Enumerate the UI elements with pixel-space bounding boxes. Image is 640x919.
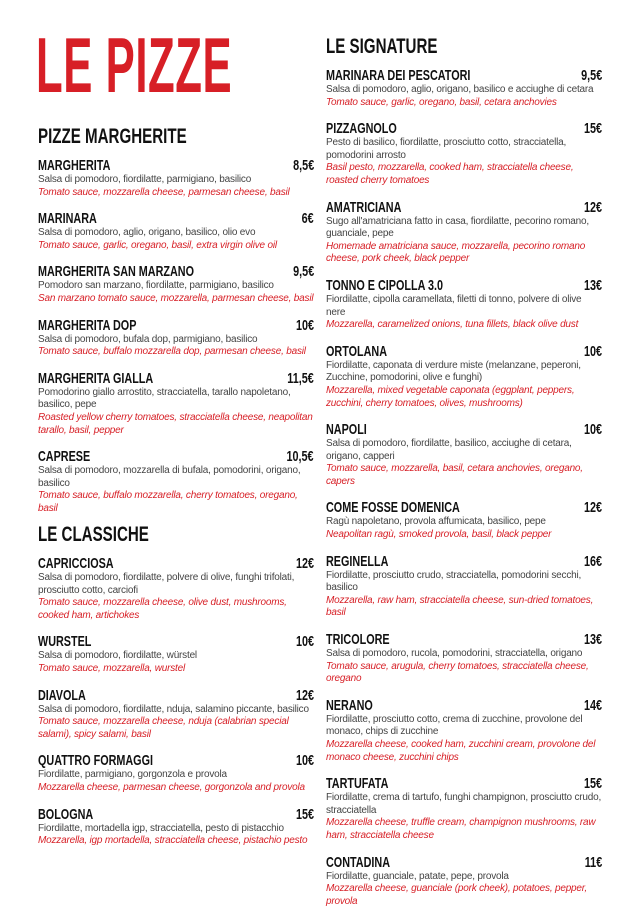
item-price: 10,5€ — [286, 448, 314, 466]
item-name: MARGHERITA SAN MARZANO — [38, 263, 194, 281]
item-description-english: Neapolitan ragù, smoked provola, basil, black pepper — [326, 529, 552, 541]
menu-item — [38, 633, 314, 675]
menu-item — [38, 448, 314, 515]
item-name: MARINARA — [38, 210, 97, 228]
item-name: BOLOGNA — [38, 805, 94, 823]
item-description-italian: Pomodorino giallo arrostito, stracciatella, tarallo napoletano, basilico, pepe — [38, 386, 291, 411]
menu-item — [326, 854, 602, 909]
menu-title: LE PIZZE — [36, 21, 233, 109]
item-name: MARGHERITA GIALLA — [38, 369, 154, 387]
item-description-english: Tomato sauce, arugula, cherry tomatoes, stracciatella cheese, oregano — [326, 660, 589, 685]
section-title: LE CLASSICHE — [38, 523, 149, 546]
item-description-italian: Salsa di pomodoro, rucola, pomodorini, stracciatella, origano — [326, 648, 583, 660]
item-description-english: San marzano tomato sauce, mozzarella, parmesan cheese, basil — [38, 292, 314, 304]
item-name: QUATTRO FORMAGGI — [38, 752, 153, 770]
menu-item — [38, 555, 314, 622]
item-description-italian: Salsa di pomodoro, fiordilatte, polvere di olive, funghi trifolati, prosciutto cotto, carciofi — [38, 572, 295, 596]
item-description-english: Mozzarella, caramelized onions, tuna fillets, black olive dust — [326, 319, 579, 331]
item-description-italian: Pomodoro san marzano, fiordilatte, parmigiano, basilico — [38, 280, 274, 292]
item-price: 12€ — [295, 686, 314, 704]
item-description-english: Tomato sauce, garlic, oregano, basil, cetara anchovies — [326, 96, 557, 108]
item-description-english: Tomato sauce, mozzarella cheese, olive dust, mushrooms, cooked ham, artichokes — [38, 597, 287, 621]
section-le-classiche — [38, 523, 314, 859]
menu-item — [326, 277, 602, 332]
item-name: CONTADINA — [326, 853, 391, 871]
item-price: 15€ — [583, 120, 602, 138]
menu-item — [38, 752, 314, 794]
item-name: AMATRICIANA — [326, 198, 402, 216]
item-description-english: Basil pesto, mozzarella, cooked ham, stracciatella cheese, roasted cherry tomatoes — [326, 162, 574, 186]
item-price: 13€ — [583, 631, 602, 649]
item-name: NERANO — [326, 696, 373, 714]
menu-item — [38, 370, 314, 437]
menu-item — [326, 775, 602, 842]
item-description-italian: Fiordilatte, caponata di verdure miste (melanzane, peperoni, Zucchine, pomodorini, olive e funghi) — [326, 359, 581, 384]
item-price: 10€ — [295, 752, 314, 770]
item-price: 10€ — [583, 342, 602, 360]
item-name: DIAVOLA — [38, 686, 86, 704]
item-price: 11€ — [584, 853, 602, 871]
menu-item — [326, 199, 602, 266]
item-description-italian: Fiordilatte, prosciutto crudo, stracciatella, pomodorini secchi, basilico — [326, 569, 582, 594]
menu-item — [326, 697, 602, 764]
item-price: 12€ — [583, 198, 602, 216]
item-description-english: Mozzarella, mixed vegetable caponata (eggplant, peppers, zucchini, cherry tomatoes, olives, mushrooms) — [326, 384, 575, 409]
item-price: 14€ — [583, 696, 602, 714]
menu-item — [326, 67, 602, 109]
item-description-english: Mozzarella cheese, parmesan cheese, gorgonzola and provola — [38, 781, 305, 793]
menu-item — [326, 343, 602, 410]
item-name: REGINELLA — [326, 552, 389, 570]
menu-item — [326, 631, 602, 686]
menu-item — [326, 499, 602, 541]
item-description-english: Mozzarella cheese, truffle cream, champignon mushrooms, raw ham, stracciatella cheese — [326, 817, 596, 841]
item-price: 8,5€ — [292, 157, 314, 174]
item-description-english: Mozzarella, igp mortadella, stracciatella cheese, pistachio pesto — [38, 835, 308, 847]
item-name: MARINARA DEI PESCATORI — [326, 67, 471, 84]
item-name: MARGHERITA DOP — [38, 316, 137, 334]
item-description-english: Homemade amatriciana sauce, mozzarella, pecorino romano cheese, pork cheek, black pepper — [326, 240, 586, 265]
item-description-italian: Salsa di pomodoro, fiordilatte, würstel — [38, 650, 197, 662]
item-price: 15€ — [583, 775, 602, 793]
menu-item — [38, 210, 314, 252]
menu-item — [326, 120, 602, 187]
item-description-english: Tomato sauce, mozzarella cheese, nduja (calabrian special salami), spicy salami, basil — [38, 716, 289, 740]
item-description-italian: Salsa di pomodoro, fiordilatte, parmigiano, basilico — [38, 174, 252, 185]
item-description-english: Roasted yellow cherry tomatoes, stracciatella cheese, neapolitan tarallo, basil, pepper — [38, 411, 313, 436]
menu-item — [326, 421, 602, 488]
item-description-italian: Salsa di pomodoro, fiordilatte, basilico, acciughe di cetara, origano, capperi — [326, 438, 572, 462]
item-description-italian: Pesto di basilico, fiordilatte, prosciutto cotto, stracciatella, pomodorini arrosto — [326, 137, 567, 161]
item-price: 12€ — [295, 555, 314, 572]
item-price: 9,5€ — [580, 67, 602, 84]
item-description-italian: Fiordilatte, parmigiano, gorgonzola e provola — [38, 769, 227, 781]
item-description-italian: Salsa di pomodoro, fiordilatte, nduja, salamino piccante, basilico — [38, 703, 309, 715]
item-description-italian: Fiordilatte, mortadella igp, stracciatella, pesto di pistacchio — [38, 822, 284, 834]
item-name: TRICOLORE — [326, 631, 390, 649]
item-description-italian: Fiordilatte, crema di tartufo, funghi champignon, prosciutto crudo, stracciatella — [326, 792, 602, 816]
item-name: NAPOLI — [326, 421, 367, 439]
item-name: PIZZAGNOLO — [326, 120, 397, 138]
menu-item — [38, 806, 314, 848]
menu-item — [38, 317, 314, 359]
menu-item — [38, 157, 314, 199]
item-name: MARGHERITA — [38, 157, 111, 174]
menu-item — [326, 553, 602, 620]
item-name: TONNO E CIPOLLA 3.0 — [326, 276, 444, 294]
item-description-italian: Salsa di pomodoro, aglio, origano, basilico e acciughe di cetara — [326, 84, 594, 95]
item-description-italian: Fiordilatte, prosciutto cotto, crema di zucchine, provolone del monaco, chips di zucchine — [326, 713, 583, 738]
item-description-italian: Sugo all'amatriciana fatto in casa, fiordilatte, pecorino romano, guanciale, pepe — [326, 215, 589, 240]
item-price: 13€ — [583, 276, 602, 294]
item-name: CAPRESE — [38, 448, 91, 466]
item-description-english: Tomato sauce, buffalo mozzarella dop, parmesan cheese, basil — [38, 346, 306, 358]
section-pizze-margherite — [38, 125, 314, 527]
item-price: 9,5€ — [292, 263, 314, 281]
item-description-english: Mozzarella, raw ham, stracciatella cheese, sun-dried tomatoes, basil — [326, 594, 594, 619]
item-description-english: Mozzarella cheese, cooked ham, zucchini cream, provolone del monaco cheese, zucchini chips — [326, 739, 596, 763]
item-price: 10€ — [583, 421, 602, 439]
item-name: CAPRICCIOSA — [38, 555, 114, 572]
item-description-italian: Fiordilatte, guanciale, patate, pepe, provola — [326, 870, 509, 882]
item-description-italian: Fiordilatte, cipolla caramellata, filetti di tonno, polvere di olive nere — [326, 293, 582, 318]
item-name: COME FOSSE DOMENICA — [326, 499, 460, 517]
item-price: 12€ — [583, 499, 602, 517]
item-price: 10€ — [295, 316, 314, 334]
section-le-signature — [326, 35, 602, 919]
item-name: WURSTEL — [38, 633, 92, 651]
item-description-english: Tomato sauce, buffalo mozzarella, cherry tomatoes, oregano, basil — [38, 490, 298, 514]
menu-item — [38, 263, 314, 305]
section-title: LE SIGNATURE — [326, 35, 438, 58]
item-price: 6€ — [301, 210, 314, 228]
section-title: PIZZE MARGHERITE — [38, 125, 187, 148]
item-price: 15€ — [295, 805, 314, 823]
item-description-italian: Ragù napoletano, provola affumicata, basilico, pepe — [326, 516, 546, 528]
item-description-english: Tomato sauce, garlic, oregano, basil, extra virgin olive oil — [38, 239, 277, 251]
item-description-english: Tomato sauce, mozzarella cheese, parmesan cheese, basil — [38, 186, 290, 198]
item-description-italian: Salsa di pomodoro, aglio, origano, basilico, olio evo — [38, 227, 256, 239]
item-description-italian: Salsa di pomodoro, mozzarella di bufala, pomodorini, origano, basilico — [38, 465, 301, 489]
item-name: TARTUFATA — [326, 775, 389, 793]
item-description-italian: Salsa di pomodoro, bufala dop, parmigiano, basilico — [38, 333, 258, 345]
item-price: 11,5€ — [287, 369, 314, 387]
item-price: 10€ — [295, 633, 314, 651]
item-description-english: Tomato sauce, mozzarella, wurstel — [38, 662, 185, 674]
menu-item — [38, 687, 314, 742]
item-description-english: Mozzarella cheese, guanciale (pork cheek), potatoes, pepper, provola — [326, 883, 587, 907]
item-name: ORTOLANA — [326, 342, 388, 360]
item-description-english: Tomato sauce, mozzarella, basil, cetara anchovies, oregano, capers — [326, 463, 583, 487]
item-price: 16€ — [583, 552, 602, 570]
